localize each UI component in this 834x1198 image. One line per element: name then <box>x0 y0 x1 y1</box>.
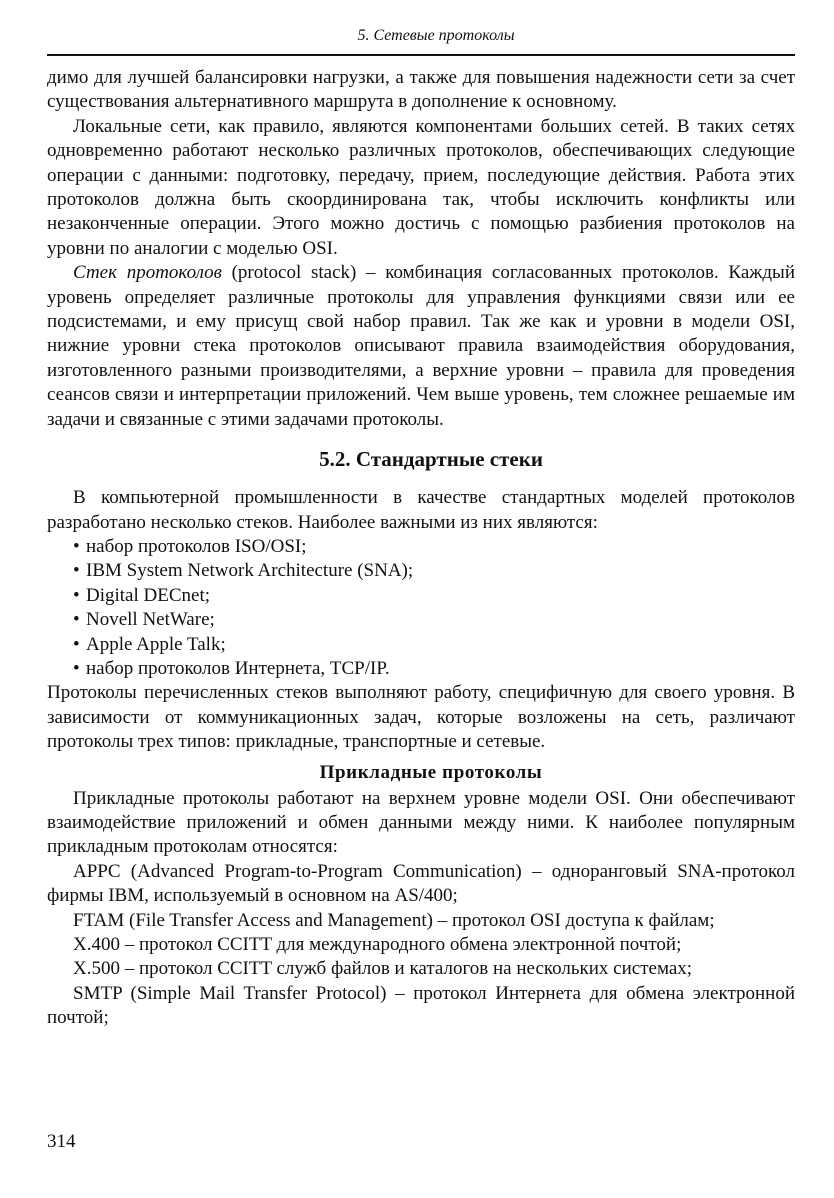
list-item: • набор протоколов Интернета, TCP/IP. <box>73 657 795 681</box>
subsection-title: Прикладные протоколы <box>319 761 543 783</box>
paragraph-application-protocols-intro: Прикладные протоколы работают на верхнем уровне модели OSI. Они обеспечивают взаимодействие приложений и обмен данными между ними. К наиболее популярным прикладным протоколам относятся: <box>47 787 795 858</box>
book-page <box>47 26 795 1031</box>
list-item: • Novell NetWare; <box>73 608 795 632</box>
paragraph-local-networks: Локальные сети, как правило, являются компонентами больших сетей. В таких сетях одновременно работают несколько различных протоколов, обеспечивающих следующие операции с данными: подготовку, передачу, прием, последующие действия. Работа этих протоколов должна быть скоординирована так, чтобы исключить конфликты или незаконченные операции. Этого можно достичь с помощью разбиения протоколов на уровни по аналогии с моделью OSI. <box>47 115 795 259</box>
page-number: 314 <box>47 1131 76 1152</box>
list-item: • Apple Apple Talk; <box>73 633 795 657</box>
protocol-entry-ftam: FTAM (File Transfer Access and Management) – протокол OSI доступа к файлам; <box>73 909 715 931</box>
protocol-entry-appc: APPC (Advanced Program-to-Program Communication) – одноранговый SNA-протокол фирмы IBM, используемый в основном на AS/400; <box>47 860 795 907</box>
term-protocol-stack: Стек протоколов <box>73 262 222 284</box>
header-rule <box>47 54 795 56</box>
paragraph-protocol-stack <box>47 261 795 432</box>
stack-list <box>47 535 795 681</box>
list-item: • Digital DECnet; <box>73 584 795 608</box>
list-item: • набор протоколов ISO/OSI; <box>73 535 795 559</box>
paragraph-continuation: димо для лучшей балансировки нагрузки, а также для повышения надежности сети за счет существования альтернативного маршрута в дополнение к основному. <box>47 67 795 113</box>
protocol-entry-x500: X.500 – протокол CCITT служб файлов и каталогов на нескольких системах; <box>73 958 693 980</box>
section-title: 5.2. Стандартные стеки <box>319 447 543 472</box>
paragraph-protocol-stack-text: (protocol stack) – комбинация согласованных протоколов. Каждый уровень определяет различные протоколы для управления функциями связи или ее подсистемами, и ему присущ свой набор правил. Так же как и уровни в модели OSI, нижние уровни стека протоколов описывают правила взаимодействия оборудования, изготовленного разными производителями, а верхние уровни – правила для проведения сеансов связи и интерпретации приложений. Чем выше уровень, тем сложнее решаемые им задачи и связанные с этими задачами протоколы. <box>47 262 795 430</box>
running-title: 5. Сетевые протоколы <box>357 27 515 44</box>
paragraph-protocol-types: Протоколы перечисленных стеков выполняют работу, специфичную для своего уровня. В зависимости от коммуникационных задач, которые возложены на сеть, различают протоколы трех типов: прикладные, транспортные и сетевые. <box>47 682 795 753</box>
protocol-entry-x400: X.400 – протокол CCITT для международного обмена электронной почтой; <box>73 934 682 955</box>
list-item: • IBM System Network Architecture (SNA); <box>73 559 795 583</box>
paragraph-standard-stacks-intro: В компьютерной промышленности в качестве стандартных моделей протоколов разработано несколько стеков. Наиболее важными из них являются: <box>47 487 795 533</box>
page-body <box>47 66 795 1031</box>
protocol-entry-smtp: SMTP (Simple Mail Transfer Protocol) – протокол Интернета для обмена электронной почтой; <box>47 982 795 1029</box>
